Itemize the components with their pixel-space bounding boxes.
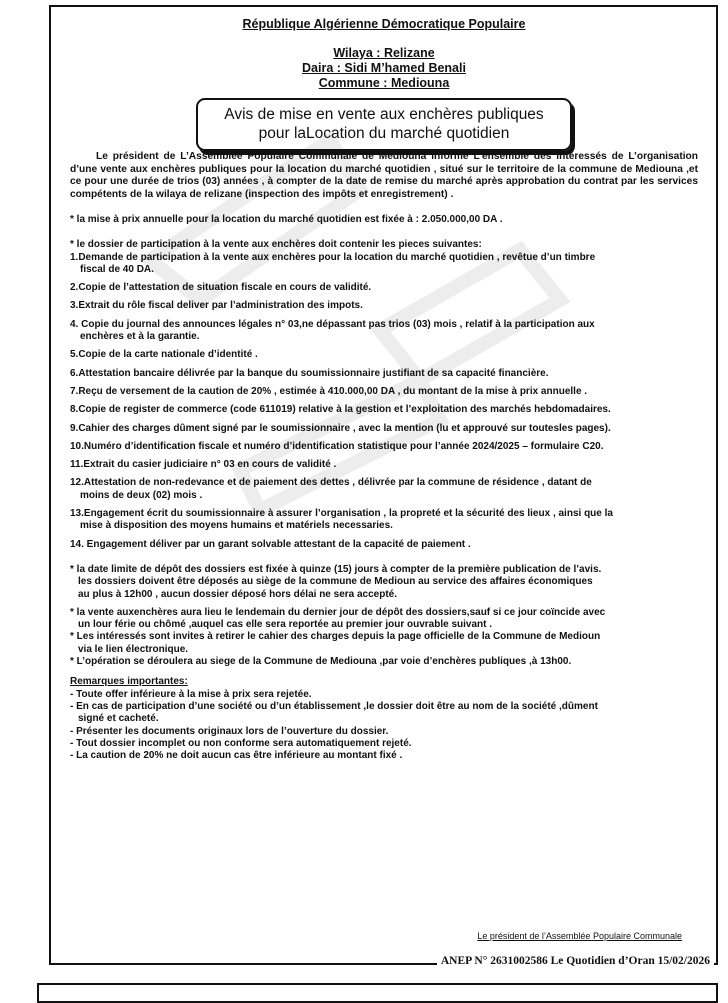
notice-title-line2: pour laLocation du marché quotidien (258, 125, 510, 142)
intro-paragraph: Le président de L’Assemblée Populaire Communale de Mediouna informe L’ensemble des intéressés de L’organisation d’une vente aux enchères publiques pour la location du marché quotidien , situé sur le territoire de la commune de Mediouna ,et ce pour une durée de trios (03) années , à compter de la date de remise du marché après approbation du contrat par les services compétents de la wilaya de relizane (inspection des impôts et enregistrement) . (70, 151, 698, 200)
list-item: 1.Demande de participation à la vente aux enchères pour la location du marché quotidien , revêtue d’un timbre fiscal de 40 DA. (70, 251, 596, 275)
notice-title-line1: Avis de mise en vente aux enchères publiques (224, 106, 544, 123)
list-item: 4. Copie du journal des announces légales n° 03,ne dépassant pas trios (03) mois , relatif à la participation aux enchères et à la garantie. (70, 318, 595, 343)
daira-heading: Daira : Sidi M’hamed Benali (302, 61, 466, 75)
sale-note: * la vente auxenchères aura lieu le lendemain du dernier jour de dépôt des dossiers,sauf si ce jour coïncide avec un lour férie ou chômé ,auquel cas elle sera reportée au premier jour ouvrable suivant . (70, 606, 606, 631)
country-heading: République Algérienne Démocratique Populaire (242, 17, 526, 31)
remark-line: - Toute offer inférieure à la mise à prix sera rejetée. (70, 688, 312, 700)
anep-reference: ANEP N° 2631002586 Le Quotidien d’Oran 15/02/2026 (437, 955, 714, 967)
notice-content (70, 12, 698, 762)
commune-heading: Commune : Mediouna (318, 76, 450, 90)
cahier-note: * Les intéressés sont invites à retirer le cahier des charges depuis la page officielle de la Commune de Medioun via le lien électronique. (70, 631, 601, 655)
next-notice-frame (37, 983, 718, 1003)
dossier-intro: * le dossier de participation à la vente aux enchères doit contenir les pieces suivantes: (70, 239, 482, 251)
remark-line: - Présenter les documents originaux lors de l’ouverture du dossier. (70, 725, 389, 737)
list-item: 3.Extrait du rôle fiscal deliver par l’administration des impots. (70, 300, 363, 312)
deadline-note: * la date limite de dépôt des dossiers est fixée à quinze (15) jours à compter de la première publication de l’avis. les dossiers doivent être déposés au siège de la commune de Medioun au service des affaires économiques au plus à 12h00 , aucun dossier déposé hors délai ne sera accepté. (70, 563, 602, 600)
list-item: 12.Attestation de non-redevance et de paiement des dettes , délivrée par la commune de résidence , datant de moins de deux (02) mois . (70, 477, 592, 501)
place-note: * L’opération se déroulera au siege de la Commune de Mediouna ,par voie d’enchères publiques ,à 13h00. (70, 656, 572, 668)
remarks-list (70, 689, 698, 763)
list-item: 9.Cahier des charges dûment signé par le soumissionnaire , avec la mention (lu et approuvé sur toutesles pages). (70, 422, 611, 434)
list-item: 8.Copie de register de commerce (code 611019) relative à la gestion et l’exploitation des marchés hebdomadaires. (70, 404, 611, 416)
remarks-title: Remarques importantes: (70, 676, 188, 688)
list-item: 11.Extrait du casier judiciaire n° 03 en cours de validité . (70, 459, 337, 471)
list-item: 10.Numéro d’identification fiscale et numéro d’identification statistique pour l’année 2024/2025 – formulaire C20. (70, 440, 604, 452)
notice-title-box (196, 98, 572, 151)
dossier-list (70, 252, 698, 551)
list-item: 2.Copie de l’attestation de situation fiscale en cours de validité. (70, 282, 372, 294)
wilaya-heading: Wilaya : Relizane (333, 46, 435, 60)
list-item: 7.Reçu de versement de la caution de 20% , estimée à 410.000,00 DA , du montant de la mise à prix annuelle . (70, 385, 588, 397)
list-item: 14. Engagement déliver par un garant solvable attestant de la capacité de paiement . (70, 538, 471, 550)
price-line: * la mise à prix annuelle pour la location du marché quotidien est fixée à : 2.050.000,00 DA . (70, 214, 503, 225)
remark-line: - En cas de participation d’une société ou d’un établissement ,le dossier doit être au nom de la société ,dûment (70, 700, 598, 712)
remark-line: signé et cacheté. (78, 713, 159, 725)
list-item: 13.Engagement écrit du soumissionnaire à assurer l’organisation , la propreté et la sécurité des lieux , ainsi que la mise à disposition des moyens humains et matériels necessaries. (70, 508, 613, 532)
remark-line: - Tout dossier incomplet ou non conforme sera automatiquement rejeté. (70, 737, 412, 749)
list-item: 6.Attestation bancaire délivrée par la banque du soumissionnaire justifiant de sa capacité financière. (70, 367, 549, 379)
signature-line: Le président de l’Assemblée Populaire Communale (477, 931, 682, 941)
remark-line: - La caution de 20% ne doit aucun cas être inférieure au montant fixé . (70, 750, 403, 762)
list-item: 5.Copie de la carte nationale d’identité . (70, 349, 258, 361)
